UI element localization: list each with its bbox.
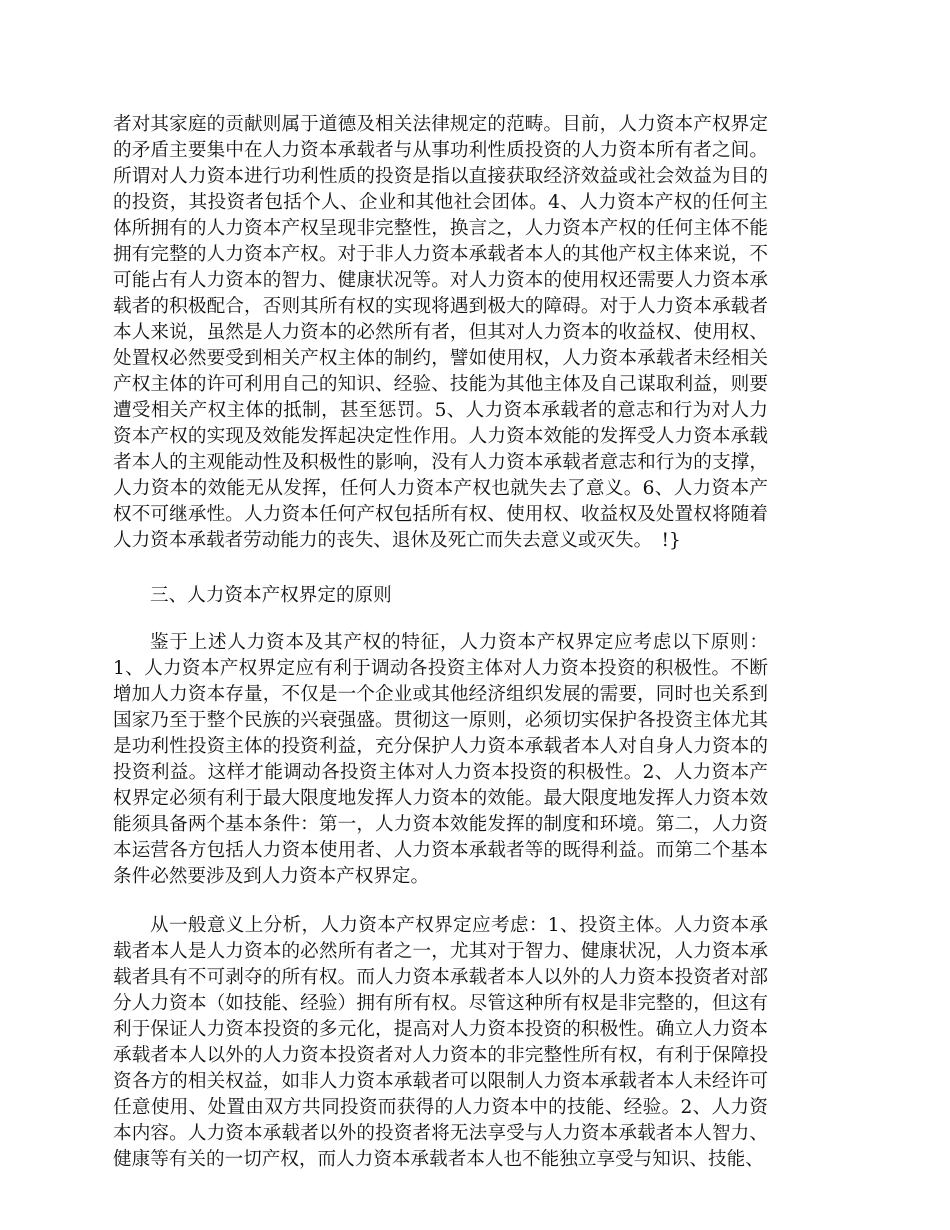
body-paragraph-2: 鉴于上述人力资本及其产权的特征，人力资本产权界定应考虑以下原则：1、人力资本产权界定应有利于调动各投资主体对人力资本投资的积极性。不断增加人力资本存量，不仅是一个企业或其他经济组织发展的需要，同时也关系到国家乃至于整个民族的兴衰强盛。贯彻这一原则，必须切实保护各投资主体尤其是功利性投资主体的投资利益，充分保护人力资本承载者本人对自身人力资本的投资利益。这样才能调动各投资主体对人力资本投资的积极性。2、人力资本产权界定必须有利于最大限度地发挥人力资本的效能。最大限度地发挥人力资本效能须具备两个基本条件：第一，人力资本效能发挥的制度和环境。第二，人力资本运营各方包括人力资本使用者、人力资本承载者等的既得利益。而第二个基本条件必然要涉及到人力资本产权界定。: [113, 632, 768, 887]
body-paragraph-1: 者对其家庭的贡献则属于道德及相关法律规定的范畴。目前，人力资本产权界定的矛盾主要集中在人力资本承载者与从事功利性质投资的人力资本所有者之间。所谓对人力资本进行功利性质的投资是指以直接获取经济效益或社会效益为目的的投资，其投资者包括个人、企业和其他社会团体。4、人力资本产权的任何主体所拥有的人力资本产权呈现非完整性，换言之，人力资本产权的任何主体不能拥有完整的人力资本产权。对于非人力资本承载者本人的其他产权主体来说，不可能占有人力资本的智力、健康状况等。对人力资本的使用权还需要人力资本承载者的积极配合，否则其所有权的实现将遇到极大的障碍。对于人力资本承载者本人来说，虽然是人力资本的必然所有者，但其对人力资本的收益权、使用权、处置权必然要受到相关产权主体的制约，譬如使用权，人力资本承载者未经相关产权主体的许可利用自己的知识、经验、技能为其他主体及自己谋取利益，则要遭受相关产权主体的抵制，甚至惩罚。5、人力资本承载者的意志和行为对人力资本产权的实现及效能发挥起决定性作用。人力资本效能的发挥受人力资本承载者本人的主观能动性及积极性的影响，没有人力资本承载者意志和行为的支撑，人力资本的效能无从发挥，任何人力资本产权也就失去了意义。6、人力资本产权不可继承性。人力资本任何产权包括所有权、使用权、收益权及处置权将随着人力资本承载者劳动能力的丧失、退休及死亡而失去意义或灭失。 !}: [113, 114, 768, 551]
body-paragraph-3: 从一般意义上分析，人力资本产权界定应考虑：1、投资主体。人力资本承载者本人是人力资本的必然所有者之一，尤其对于智力、健康状况，人力资本承载者具有不可剥夺的所有权。而人力资本承载者本人以外的人力资本投资者对部分人力资本（如技能、经验）拥有所有权。尽管这种所有权是非完整的，但这有利于保证人力资本投资的多元化，提高对人力资本投资的积极性。确立人力资本承载者本人以外的人力资本投资者对人力资本的非完整性所有权，有利于保障投资各方的相关权益，如非人力资本承载者可以限制人力资本承载者本人未经许可任意使用、处置由双方共同投资而获得的人力资本中的技能、经验。2、人力资本内容。人力资本承载者以外的投资者将无法享受与人力资本承载者本人智力、健康等有关的一切产权，而人力资本承载者本人也不能独立享受与知识、技能、: [113, 915, 768, 1170]
document-page: [113, 112, 768, 1173]
section-heading: 三、人力资本产权界定的原则: [150, 585, 392, 606]
